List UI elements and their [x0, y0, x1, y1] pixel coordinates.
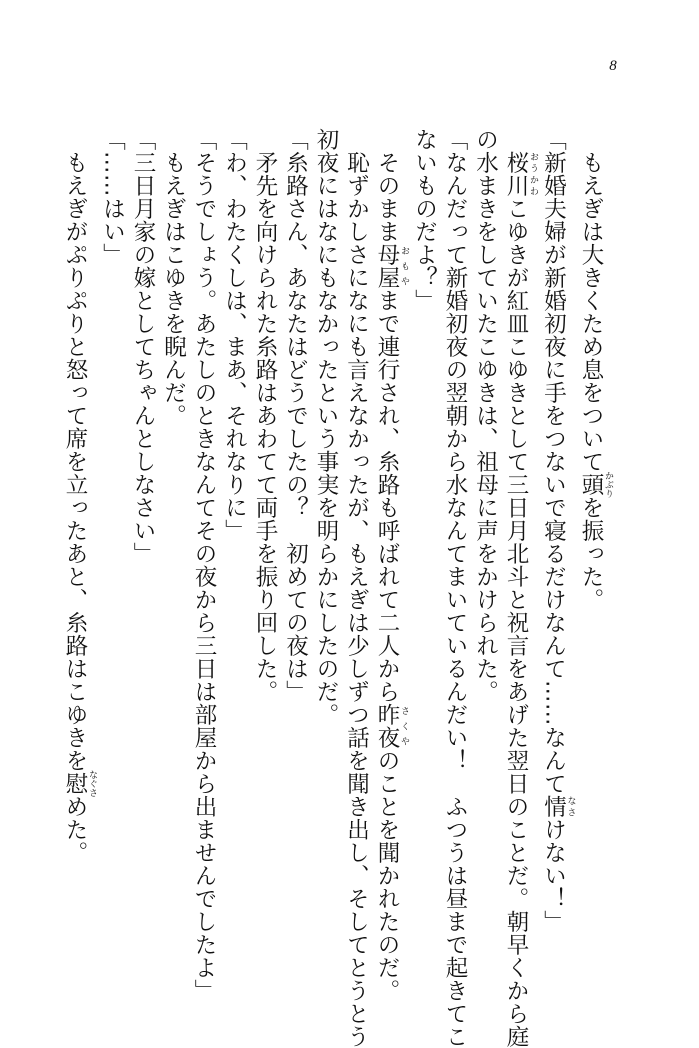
text-segment: 「そうでしょう。あたしのときなんてその夜から三日は部屋から出ませんでしたよ」: [191, 128, 217, 1002]
page-number: 8: [609, 58, 617, 74]
furigana-base: 情: [540, 795, 567, 818]
furigana-reading: なぐさ: [87, 770, 97, 797]
text-line: [501, 128, 539, 1048]
text-line: [60, 128, 98, 978]
text-segment: 矛先を向けられた糸路はあわてて両手を振り回した。: [252, 128, 278, 703]
text-segment: 「わ、わたくしは、まあ、それなりに」: [221, 128, 248, 542]
text-segment: 「糸路さん、あなたはどうでしたの？ 初めての夜は」: [282, 128, 309, 703]
text-line: [538, 128, 576, 978]
text-line: [280, 128, 311, 978]
text-segment: 「……はい」: [99, 128, 126, 266]
furigana-base: 昨夜: [374, 703, 400, 749]
text-segment: 初夜にはなにもなかったという事実を明らかにしたのだ。: [313, 128, 339, 726]
furigana-reading: かぶり: [603, 471, 613, 498]
text-segment: けない！」: [540, 818, 567, 933]
furigana-reading: なさ: [565, 795, 576, 818]
text-segment: 「新婚夫婦が新婚初夜に手をつないで寝るだけなんて……なんて: [540, 128, 567, 795]
furigana-base: 頭: [578, 471, 604, 498]
text-line: [470, 128, 501, 978]
text-line: [97, 128, 128, 978]
furigana-word: [374, 703, 409, 749]
furigana-word: [374, 243, 409, 289]
text-segment: こゆきが紅皿こゆきとして三日月北斗と祝言をあげた翌日のことだ。朝早くから庭: [503, 197, 529, 1048]
text-segment: そのまま: [374, 128, 400, 243]
furigana-reading: おもや: [399, 243, 409, 289]
text-segment: もえぎはこゆきを睨んだ。: [160, 128, 187, 427]
text-segment: [503, 128, 529, 151]
furigana-reading: おうかわ: [528, 151, 538, 197]
text-segment: めた。: [62, 795, 88, 864]
text-line: [576, 128, 614, 978]
furigana-word: [503, 151, 538, 197]
text-segment: もえぎがぷりぷりと怒って席を立ったあと、糸路はこゆきを: [62, 128, 88, 772]
furigana-base: 慰: [62, 770, 88, 797]
text-line: [440, 128, 471, 1048]
text-segment: まで連行され、糸路も呼ばれて二人から: [374, 289, 400, 703]
text-line: [158, 128, 189, 978]
text-line: [128, 128, 159, 978]
furigana-word: [578, 471, 613, 498]
text-line: [250, 128, 281, 978]
furigana-base: 母屋: [374, 243, 400, 289]
furigana-reading: さくや: [399, 703, 409, 749]
text-line: [341, 128, 372, 1048]
furigana-base: 桜川: [503, 151, 529, 197]
text-segment: 「三日月家の嫁としてちゃんとしなさい」: [130, 128, 156, 565]
text-segment: 「なんだって新婚初夜の翌朝から水なんてまいているんだい！ ふつうは昼まで起きてこ: [442, 128, 468, 1048]
text-line: [372, 128, 410, 1002]
furigana-word: [62, 770, 97, 797]
text-segment: もえぎは大きくため息をついて: [578, 128, 604, 473]
text-segment: ないものだよ？」: [411, 128, 438, 312]
text-line: [219, 128, 250, 978]
text-segment: を振った。: [578, 496, 604, 611]
text-line: [409, 128, 440, 978]
text-line: [311, 128, 342, 978]
furigana-word: [540, 795, 576, 818]
text-line: [189, 128, 220, 1002]
text-segment: 恥ずかしさになにも言えなかったが、もえぎは少しずつ話を聞き出し、そしてとうとう: [343, 128, 370, 1048]
text-segment: のことを聞かれたのだ。: [374, 749, 400, 1002]
novel-body-text: [60, 128, 614, 1048]
text-segment: の水まきをしていたこゆきは、祖母に声をかけられた。: [472, 128, 499, 703]
